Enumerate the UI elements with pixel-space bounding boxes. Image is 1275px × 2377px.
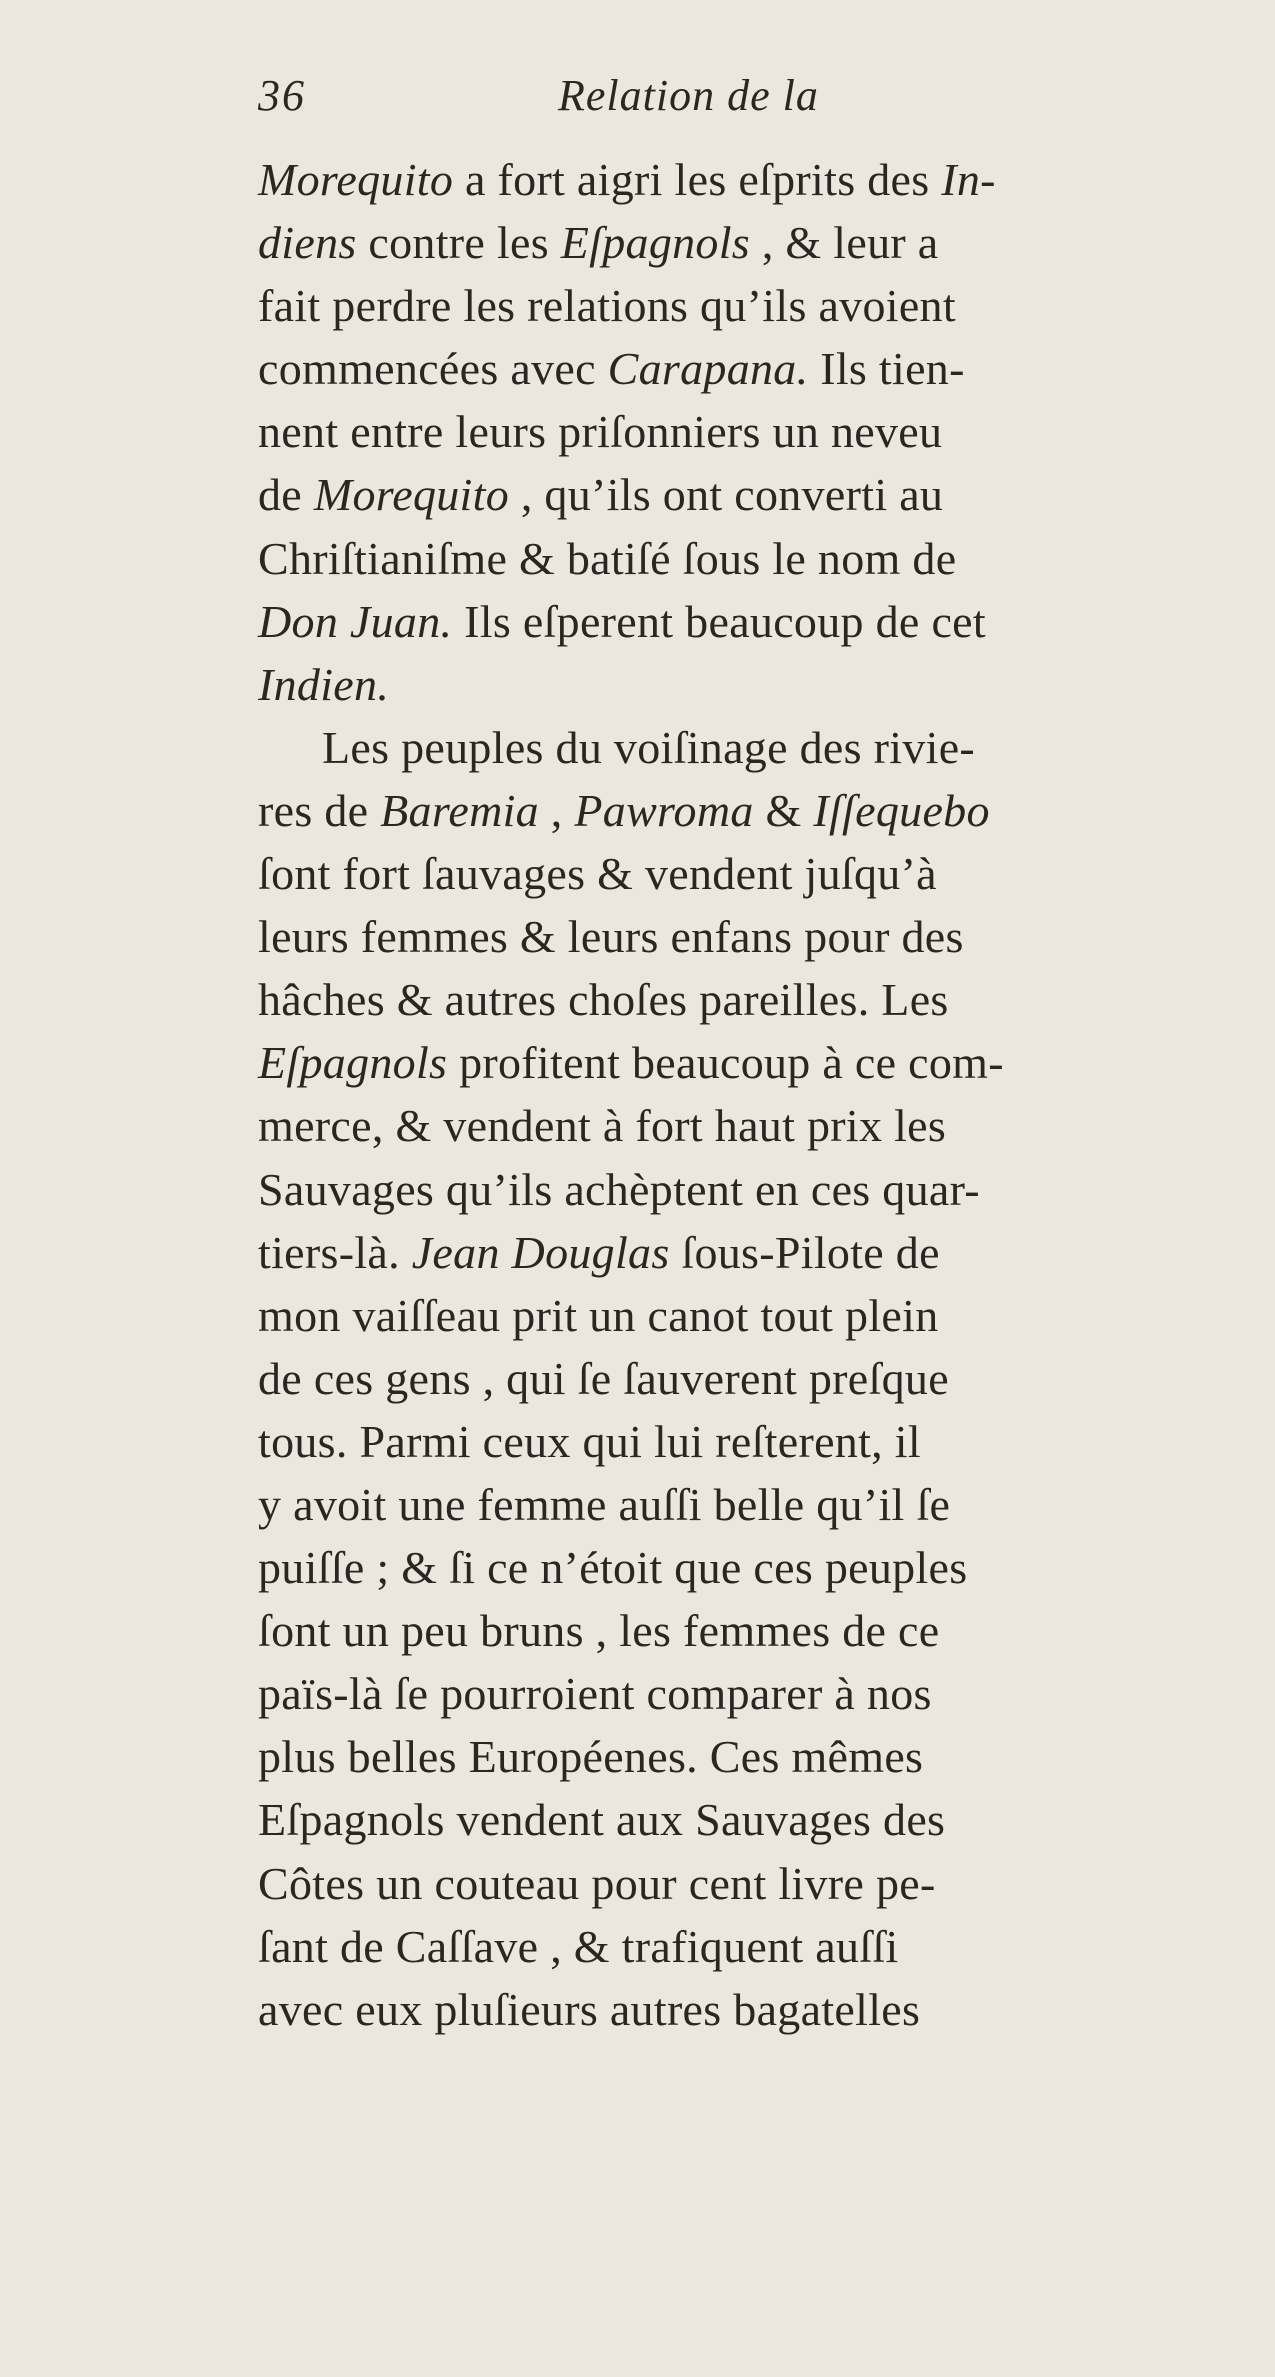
text-segment: plus belles Européenes. Ces mêmes — [258, 1731, 924, 1783]
text-line — [258, 590, 1218, 653]
text-segment: hâches & autres choſes pareilles. Les — [258, 974, 949, 1026]
page-body-text — [258, 148, 1218, 2041]
text-segment: Ils eſperent beaucoup de cet — [452, 595, 986, 647]
text-line — [258, 337, 1218, 400]
text-segment: puiſſe ; & ſi ce n’étoit que ces peuples — [258, 1542, 968, 1594]
page-header — [258, 70, 1018, 150]
italic-text: Eſpagnols — [560, 217, 751, 269]
text-segment: ſant de Caſſave , & trafiquent auſſi — [258, 1920, 899, 1972]
italic-text: Morequito — [258, 154, 454, 205]
text-segment: & — [753, 784, 814, 836]
italic-text: Carapana. — [607, 343, 809, 395]
text-line — [258, 1662, 1218, 1725]
text-line — [258, 1031, 1218, 1094]
text-segment: Ils tien- — [808, 343, 965, 395]
text-line — [258, 148, 1218, 211]
text-line — [258, 1915, 1218, 1978]
italic-text: Jean Douglas — [411, 1226, 670, 1278]
text-segment: a fort aigri les eſprits des — [453, 154, 942, 205]
text-segment: nent entre leurs priſonniers un neveu — [258, 406, 943, 458]
text-segment: Eſpagnols vendent aux Sauvages des — [258, 1794, 946, 1846]
italic-text: In- — [941, 154, 996, 205]
text-line — [258, 653, 1218, 716]
text-segment: de ces gens , qui ſe ſauverent preſque — [258, 1352, 949, 1404]
page-number: 36 — [258, 71, 306, 120]
text-line — [258, 274, 1218, 337]
text-segment: Chriſtianiſme & batiſé ſous le nom de — [258, 532, 957, 584]
text-line — [258, 527, 1218, 590]
text-segment: res de — [258, 784, 381, 836]
text-line — [258, 1410, 1218, 1473]
text-segment: Sauvages qu’ils achèptent en ces quar- — [258, 1163, 980, 1215]
italic-text: Pawroma — [574, 784, 754, 836]
italic-text: diens — [258, 217, 357, 269]
text-line — [258, 1978, 1218, 2041]
text-segment: fait perdre les relations qu’ils avoient — [258, 280, 956, 332]
text-segment: ſont fort ſauvages & vendent juſqu’à — [258, 848, 937, 900]
text-segment: païs-là ſe pourroient comparer à nos — [258, 1668, 932, 1720]
text-segment: ſous-Pilote de — [669, 1226, 940, 1278]
text-line — [258, 1599, 1218, 1662]
text-segment: , & leur a — [750, 217, 939, 269]
text-segment: Les peuples du voiſinage des rivie- — [322, 721, 976, 773]
italic-text: Eſpagnols — [258, 1037, 448, 1089]
text-segment: merce, & vendent à fort haut prix les — [258, 1100, 947, 1152]
text-line — [258, 842, 1218, 905]
italic-text: Indien. — [258, 658, 390, 710]
italic-text: Baremia — [380, 784, 539, 836]
text-segment: , — [538, 784, 575, 836]
text-line — [258, 463, 1218, 526]
text-line — [258, 1473, 1218, 1536]
text-line — [258, 211, 1218, 274]
text-segment: leurs femmes & leurs enfans pour des — [258, 911, 964, 963]
text-line — [258, 1725, 1218, 1788]
text-segment: mon vaiſſeau prit un canot tout plein — [258, 1289, 939, 1341]
text-segment: contre les — [356, 217, 561, 269]
text-segment: y avoit une femme auſſi belle qu’il ſe — [258, 1478, 951, 1530]
text-segment: , qu’ils ont converti au — [509, 469, 944, 521]
text-line — [258, 968, 1218, 1031]
text-line — [258, 1852, 1218, 1915]
text-segment: tous. Parmi ceux qui lui reſterent, il — [258, 1415, 921, 1467]
text-segment: de — [258, 469, 314, 521]
running-title: Relation de la — [558, 71, 819, 120]
text-segment: profitent beaucoup à ce com- — [447, 1037, 1004, 1089]
text-line — [258, 1347, 1218, 1410]
text-line — [258, 1158, 1218, 1221]
text-line — [258, 1284, 1218, 1347]
text-line — [258, 1788, 1218, 1851]
text-line — [258, 1536, 1218, 1599]
text-segment: avec eux pluſieurs autres bagatelles — [258, 1983, 921, 2035]
text-segment: ſont un peu bruns , les femmes de ce — [258, 1605, 940, 1657]
text-line — [258, 779, 1218, 842]
text-segment: Côtes un couteau pour cent livre pe- — [258, 1857, 936, 1909]
italic-text: Iſſequebo — [813, 784, 990, 836]
text-segment: commencées avec — [258, 343, 608, 395]
italic-text: Morequito — [313, 469, 510, 521]
italic-text: Don Juan. — [258, 595, 453, 647]
text-line — [258, 716, 1218, 779]
text-line — [258, 1221, 1218, 1284]
text-line — [258, 400, 1218, 463]
text-segment: tiers-là. — [258, 1226, 412, 1278]
text-line — [258, 905, 1218, 968]
text-line — [258, 1094, 1218, 1157]
